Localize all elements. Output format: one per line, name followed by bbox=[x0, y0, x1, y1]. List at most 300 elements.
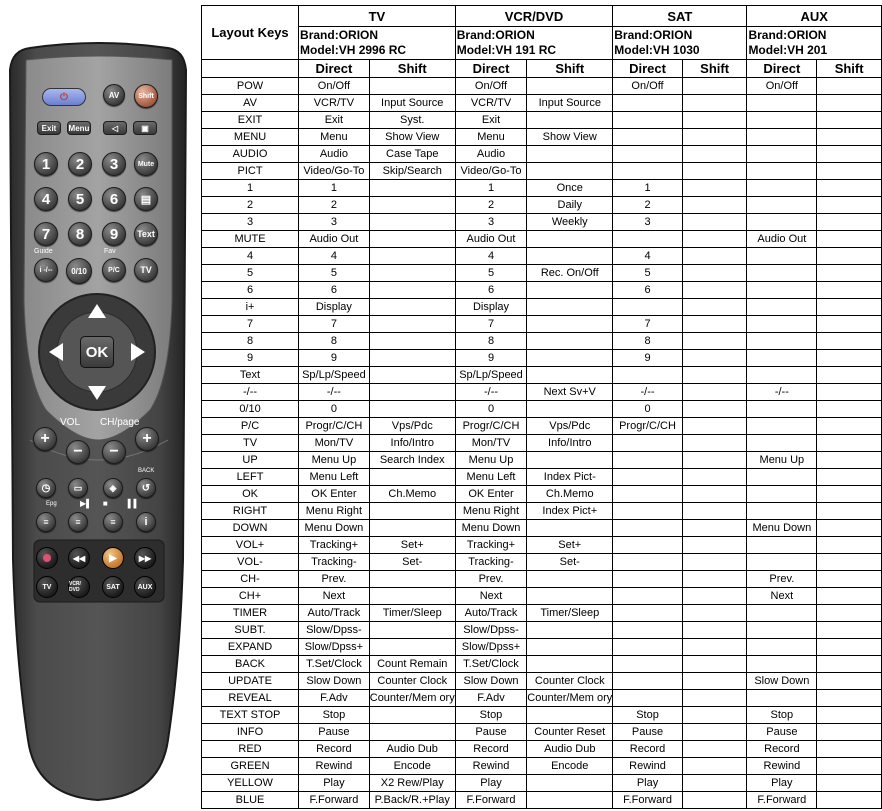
mapping-cell bbox=[527, 367, 613, 384]
mapping-cell: Tracking+ bbox=[455, 537, 527, 554]
mapping-cell bbox=[369, 622, 455, 639]
mapping-cell bbox=[817, 333, 882, 350]
mapping-cell: Counter Clock bbox=[527, 673, 613, 690]
layout-key-cell: UPDATE bbox=[202, 673, 299, 690]
mapping-cell bbox=[682, 78, 747, 95]
mapping-cell: 7 bbox=[455, 316, 527, 333]
direct-shift-header-row bbox=[202, 60, 882, 78]
mapping-cell: Ch.Memo bbox=[369, 486, 455, 503]
mapping-cell: 6 bbox=[613, 282, 683, 299]
mapping-cell bbox=[369, 571, 455, 588]
mapping-cell bbox=[682, 265, 747, 282]
mapping-cell: F.Forward bbox=[613, 792, 683, 809]
layout-key-cell: BACK bbox=[202, 656, 299, 673]
mapping-cell: 9 bbox=[613, 350, 683, 367]
mapping-cell: Encode bbox=[527, 758, 613, 775]
mapping-cell bbox=[817, 180, 882, 197]
mapping-cell: Menu Up bbox=[747, 452, 817, 469]
ch-minus-button[interactable]: − bbox=[102, 440, 126, 464]
mapping-cell bbox=[682, 129, 747, 146]
mapping-cell bbox=[682, 197, 747, 214]
mapping-cell bbox=[747, 316, 817, 333]
mapping-cell: 5 bbox=[613, 265, 683, 282]
subheader-cell: Shift bbox=[369, 60, 455, 78]
layout-key-cell: 2 bbox=[202, 197, 299, 214]
mapping-cell bbox=[817, 486, 882, 503]
layout-key-cell: EXIT bbox=[202, 112, 299, 129]
mapping-cell bbox=[817, 452, 882, 469]
mapping-cell bbox=[369, 316, 455, 333]
mapping-cell bbox=[527, 146, 613, 163]
subtitle-icon[interactable]: ▭ bbox=[68, 478, 88, 498]
mapping-cell: Timer/Sleep bbox=[369, 605, 455, 622]
mapping-cell: Slow/Dpss- bbox=[299, 622, 370, 639]
table-row bbox=[202, 435, 882, 452]
mapping-cell bbox=[817, 639, 882, 656]
fast-forward-button[interactable]: ▶▶ bbox=[134, 547, 156, 569]
mapping-cell bbox=[682, 486, 747, 503]
mapping-cell: Index Pict+ bbox=[527, 503, 613, 520]
mapping-cell: Syst. bbox=[369, 112, 455, 129]
mapping-cell: Case Tape bbox=[369, 146, 455, 163]
reveal-icon[interactable]: ≡ bbox=[36, 512, 56, 532]
digit-2-button[interactable]: 2 bbox=[68, 152, 92, 176]
mapping-cell: Vps/Pdc bbox=[527, 418, 613, 435]
mapping-cell bbox=[682, 656, 747, 673]
mapping-cell: Video/Go-To bbox=[299, 163, 370, 180]
mapping-cell bbox=[613, 554, 683, 571]
mapping-cell bbox=[613, 605, 683, 622]
layout-key-cell: BLUE bbox=[202, 792, 299, 809]
mapping-cell bbox=[527, 248, 613, 265]
mapping-cell bbox=[682, 299, 747, 316]
key-mapping-body bbox=[202, 78, 882, 809]
mapping-cell bbox=[747, 95, 817, 112]
table-row bbox=[202, 401, 882, 418]
layout-key-cell: RED bbox=[202, 741, 299, 758]
mapping-cell: Sp/Lp/Speed bbox=[455, 367, 527, 384]
table-row bbox=[202, 350, 882, 367]
mapping-cell bbox=[527, 401, 613, 418]
mapping-cell bbox=[613, 435, 683, 452]
mapping-cell bbox=[747, 197, 817, 214]
mapping-cell bbox=[817, 299, 882, 316]
mapping-cell: Menu Left bbox=[455, 469, 527, 486]
mapping-cell bbox=[817, 656, 882, 673]
mapping-cell: 1 bbox=[455, 180, 527, 197]
standby-button[interactable]: ⏻ bbox=[42, 88, 86, 106]
digit-1-button[interactable]: 1 bbox=[34, 152, 58, 176]
mapping-cell: Once bbox=[527, 180, 613, 197]
table-row bbox=[202, 639, 882, 656]
device-brand-model-tv bbox=[299, 27, 456, 60]
layout-key-cell: REVEAL bbox=[202, 690, 299, 707]
mapping-cell bbox=[682, 741, 747, 758]
mapping-cell: Menu Right bbox=[299, 503, 370, 520]
mapping-cell bbox=[527, 78, 613, 95]
mapping-cell bbox=[682, 571, 747, 588]
mapping-cell: 7 bbox=[613, 316, 683, 333]
dash-button[interactable]: i -/-- bbox=[34, 258, 58, 282]
mapping-cell bbox=[747, 435, 817, 452]
mapping-cell: F.Forward bbox=[455, 792, 527, 809]
mapping-cell: 2 bbox=[455, 197, 527, 214]
mapping-cell: Pause bbox=[747, 724, 817, 741]
table-row bbox=[202, 180, 882, 197]
mapping-cell: Info/Intro bbox=[369, 435, 455, 452]
mapping-cell bbox=[817, 758, 882, 775]
play-button[interactable]: ▶ bbox=[102, 547, 124, 569]
mapping-cell bbox=[817, 350, 882, 367]
layout-key-cell: 6 bbox=[202, 282, 299, 299]
mapping-cell bbox=[682, 367, 747, 384]
mapping-cell bbox=[817, 265, 882, 282]
mapping-cell: Audio Out bbox=[455, 231, 527, 248]
info-display-icon[interactable]: ▤ bbox=[134, 187, 158, 211]
mapping-cell: Prev. bbox=[747, 571, 817, 588]
layout-key-cell: INFO bbox=[202, 724, 299, 741]
mapping-cell: F.Adv bbox=[455, 690, 527, 707]
model-text: Model:VH 2996 RC bbox=[300, 43, 407, 57]
mapping-cell bbox=[682, 248, 747, 265]
mapping-cell: Weekly bbox=[527, 214, 613, 231]
mapping-cell bbox=[682, 588, 747, 605]
table-row bbox=[202, 112, 882, 129]
layout-key-cell: Text bbox=[202, 367, 299, 384]
mapping-cell: 4 bbox=[455, 248, 527, 265]
mapping-cell bbox=[817, 112, 882, 129]
mapping-cell bbox=[682, 554, 747, 571]
mapping-cell: Menu Up bbox=[455, 452, 527, 469]
mapping-cell: F.Forward bbox=[299, 792, 370, 809]
mapping-cell bbox=[369, 282, 455, 299]
mapping-cell bbox=[527, 112, 613, 129]
brand-text: Brand:ORION bbox=[748, 28, 827, 42]
mapping-cell bbox=[747, 401, 817, 418]
mapping-cell: Slow Down bbox=[299, 673, 370, 690]
table-row bbox=[202, 299, 882, 316]
key-mapping-table bbox=[201, 5, 882, 809]
update-icon[interactable]: ≡ bbox=[103, 512, 123, 532]
mapping-cell: Menu bbox=[299, 129, 370, 146]
mapping-cell bbox=[817, 724, 882, 741]
brand-model-row bbox=[202, 27, 882, 60]
mapping-cell bbox=[369, 469, 455, 486]
rewind-button[interactable]: ◀◀ bbox=[68, 547, 90, 569]
mapping-cell bbox=[747, 537, 817, 554]
mapping-cell bbox=[817, 792, 882, 809]
mapping-cell: Slow Down bbox=[747, 673, 817, 690]
mapping-cell: Next bbox=[747, 588, 817, 605]
expand-icon[interactable]: ◈ bbox=[103, 478, 123, 498]
remote-control-image bbox=[0, 0, 200, 811]
mapping-cell: Pause bbox=[299, 724, 370, 741]
layout-key-cell: VOL+ bbox=[202, 537, 299, 554]
mapping-cell: Progr/C/CH bbox=[613, 418, 683, 435]
mode-vcr-dvd-button[interactable]: VCR/ DVD bbox=[68, 576, 90, 598]
nav-down-icon[interactable] bbox=[82, 384, 112, 404]
mapping-cell: Slow/Dpss+ bbox=[455, 639, 527, 656]
mapping-cell bbox=[682, 622, 747, 639]
mapping-cell: Slow/Dpss- bbox=[455, 622, 527, 639]
mapping-cell bbox=[682, 282, 747, 299]
info-icon[interactable]: i bbox=[136, 512, 156, 532]
digit-5-button[interactable]: 5 bbox=[68, 187, 92, 211]
picture-icon[interactable]: ▣ bbox=[133, 121, 157, 135]
mapping-cell bbox=[747, 605, 817, 622]
mapping-cell bbox=[369, 180, 455, 197]
mode-tv-button[interactable]: TV bbox=[36, 576, 58, 598]
zero-ten-button[interactable]: 0/10 bbox=[66, 258, 92, 284]
table-row bbox=[202, 741, 882, 758]
remote-body bbox=[0, 0, 200, 811]
table-row bbox=[202, 622, 882, 639]
mapping-cell bbox=[747, 350, 817, 367]
mapping-cell bbox=[369, 197, 455, 214]
mapping-cell: Stop bbox=[455, 707, 527, 724]
mapping-cell: Sp/Lp/Speed bbox=[299, 367, 370, 384]
mapping-cell bbox=[682, 316, 747, 333]
mapping-cell: 6 bbox=[299, 282, 370, 299]
mapping-cell: Display bbox=[455, 299, 527, 316]
mapping-cell: 7 bbox=[299, 316, 370, 333]
mapping-cell: Set- bbox=[369, 554, 455, 571]
layout-key-cell: UP bbox=[202, 452, 299, 469]
mapping-cell: Progr/C/CH bbox=[299, 418, 370, 435]
model-text: Model:VH 1030 bbox=[614, 43, 700, 57]
table-row bbox=[202, 554, 882, 571]
mapping-cell bbox=[613, 588, 683, 605]
table-row bbox=[202, 571, 882, 588]
mapping-cell bbox=[369, 639, 455, 656]
mapping-cell bbox=[682, 605, 747, 622]
subheader-cell: Shift bbox=[817, 60, 882, 78]
mapping-cell: Vps/Pdc bbox=[369, 418, 455, 435]
layout-key-cell: SUBT. bbox=[202, 622, 299, 639]
layout-key-cell: YELLOW bbox=[202, 775, 299, 792]
mapping-cell bbox=[817, 622, 882, 639]
mapping-cell bbox=[682, 775, 747, 792]
nav-left-icon[interactable] bbox=[44, 340, 66, 364]
mapping-cell: Timer/Sleep bbox=[527, 605, 613, 622]
table-row bbox=[202, 129, 882, 146]
digit-3-button[interactable]: 3 bbox=[102, 152, 126, 176]
av-button[interactable]: AV bbox=[103, 84, 125, 106]
subheader-cell: Direct bbox=[613, 60, 683, 78]
table-row bbox=[202, 78, 882, 95]
device-header-row bbox=[202, 6, 882, 27]
table-row bbox=[202, 163, 882, 180]
mapping-cell bbox=[747, 333, 817, 350]
mapping-cell bbox=[682, 452, 747, 469]
mapping-cell bbox=[369, 78, 455, 95]
digit-9-button[interactable]: 9 bbox=[102, 222, 126, 246]
mapping-cell bbox=[613, 163, 683, 180]
mapping-cell bbox=[613, 571, 683, 588]
mapping-cell bbox=[817, 588, 882, 605]
mapping-cell bbox=[613, 503, 683, 520]
digit-8-button[interactable]: 8 bbox=[68, 222, 92, 246]
mapping-cell bbox=[613, 129, 683, 146]
mapping-cell bbox=[613, 112, 683, 129]
mute-button[interactable]: Mute bbox=[134, 152, 158, 176]
mapping-cell bbox=[817, 367, 882, 384]
mapping-cell: 9 bbox=[299, 350, 370, 367]
mapping-cell: On/Off bbox=[747, 78, 817, 95]
mapping-cell: Count Remain bbox=[369, 656, 455, 673]
mapping-cell: Set- bbox=[527, 554, 613, 571]
mapping-cell: Slow/Dpss+ bbox=[299, 639, 370, 656]
mapping-cell bbox=[747, 486, 817, 503]
mapping-cell bbox=[747, 265, 817, 282]
table-row bbox=[202, 316, 882, 333]
exit-button[interactable]: Exit bbox=[37, 121, 61, 135]
mode-sat-button[interactable]: SAT bbox=[102, 576, 124, 598]
subheader-cell: Direct bbox=[299, 60, 370, 78]
mapping-cell: VCR/TV bbox=[299, 95, 370, 112]
layout-key-cell: GREEN bbox=[202, 758, 299, 775]
device-name-sat: SAT bbox=[613, 6, 747, 27]
mapping-cell: -/-- bbox=[299, 384, 370, 401]
digit-6-button[interactable]: 6 bbox=[102, 187, 126, 211]
table-row bbox=[202, 690, 882, 707]
nav-right-icon[interactable] bbox=[128, 340, 150, 364]
mapping-cell bbox=[369, 350, 455, 367]
table-row bbox=[202, 537, 882, 554]
device-name-vcr-dvd: VCR/DVD bbox=[455, 6, 613, 27]
mapping-cell: Info/Intro bbox=[527, 435, 613, 452]
mapping-cell: Tracking+ bbox=[299, 537, 370, 554]
mapping-cell bbox=[527, 656, 613, 673]
mapping-cell: 0 bbox=[455, 401, 527, 418]
mapping-cell bbox=[817, 418, 882, 435]
mapping-cell: Menu Right bbox=[455, 503, 527, 520]
mapping-cell: Pause bbox=[613, 724, 683, 741]
back-icon[interactable]: ↺ bbox=[136, 478, 156, 498]
mapping-cell bbox=[747, 622, 817, 639]
mapping-cell: Search Index bbox=[369, 452, 455, 469]
mapping-cell: Set+ bbox=[369, 537, 455, 554]
shift-button[interactable]: Shift bbox=[134, 84, 158, 108]
mapping-cell bbox=[682, 520, 747, 537]
layout-key-cell: 4 bbox=[202, 248, 299, 265]
mapping-cell bbox=[369, 520, 455, 537]
mapping-cell bbox=[369, 231, 455, 248]
mapping-cell bbox=[817, 78, 882, 95]
table-row bbox=[202, 775, 882, 792]
menu-button[interactable]: Menu bbox=[67, 121, 91, 135]
fav-label: Fav bbox=[104, 248, 116, 255]
mapping-cell: F.Forward bbox=[747, 792, 817, 809]
nav-up-icon[interactable] bbox=[82, 300, 112, 320]
mapping-cell bbox=[817, 605, 882, 622]
mapping-cell bbox=[613, 673, 683, 690]
mapping-cell: Next Sv+V bbox=[527, 384, 613, 401]
mapping-cell: -/-- bbox=[747, 384, 817, 401]
vol-plus-button[interactable]: + bbox=[33, 427, 57, 451]
mapping-cell bbox=[527, 707, 613, 724]
mapping-cell: 0 bbox=[613, 401, 683, 418]
mapping-cell: Slow Down bbox=[455, 673, 527, 690]
pc-button[interactable]: P/C bbox=[102, 258, 126, 282]
record-button[interactable] bbox=[36, 547, 58, 569]
mapping-cell bbox=[747, 248, 817, 265]
table-row bbox=[202, 282, 882, 299]
mapping-cell: Tracking- bbox=[455, 554, 527, 571]
table-row bbox=[202, 520, 882, 537]
mapping-cell bbox=[613, 231, 683, 248]
mapping-cell: Progr/C/CH bbox=[455, 418, 527, 435]
mapping-cell bbox=[747, 129, 817, 146]
model-text: Model:VH 191 RC bbox=[456, 43, 557, 57]
mapping-cell bbox=[817, 163, 882, 180]
mapping-cell: Video/Go-To bbox=[455, 163, 527, 180]
mapping-cell: Audio Dub bbox=[369, 741, 455, 758]
digit-7-button[interactable]: 7 bbox=[34, 222, 58, 246]
mute-volume-icon[interactable]: ◁ bbox=[103, 121, 127, 135]
vol-label: VOL bbox=[60, 417, 81, 428]
mapping-cell: Mon/TV bbox=[299, 435, 370, 452]
mapping-cell: 8 bbox=[299, 333, 370, 350]
mapping-cell: Next bbox=[299, 588, 370, 605]
mapping-cell: Counter Reset bbox=[527, 724, 613, 741]
mapping-cell bbox=[747, 690, 817, 707]
epg-label: Epg bbox=[46, 501, 57, 507]
mapping-cell bbox=[527, 316, 613, 333]
text-button[interactable]: Text bbox=[134, 222, 158, 246]
mapping-cell bbox=[817, 775, 882, 792]
mapping-cell bbox=[527, 571, 613, 588]
device-brand-model-sat bbox=[613, 27, 747, 60]
ok-button[interactable]: OK bbox=[80, 336, 114, 368]
mapping-cell: Menu Down bbox=[299, 520, 370, 537]
mapping-cell: Show View bbox=[527, 129, 613, 146]
ch-plus-button[interactable]: + bbox=[135, 427, 159, 451]
digit-4-button[interactable]: 4 bbox=[34, 187, 58, 211]
mapping-cell bbox=[527, 452, 613, 469]
text-stop-icon[interactable]: ≡ bbox=[68, 512, 88, 532]
mapping-cell bbox=[747, 163, 817, 180]
table-row bbox=[202, 333, 882, 350]
mapping-cell: Mon/TV bbox=[455, 435, 527, 452]
device-name-aux: AUX bbox=[747, 6, 882, 27]
mapping-cell bbox=[682, 350, 747, 367]
layout-key-cell: 0/10 bbox=[202, 401, 299, 418]
mapping-cell bbox=[817, 673, 882, 690]
mapping-cell bbox=[369, 265, 455, 282]
mapping-cell bbox=[817, 129, 882, 146]
table-row bbox=[202, 707, 882, 724]
mapping-cell: Play bbox=[299, 775, 370, 792]
mapping-cell: 9 bbox=[455, 350, 527, 367]
mapping-cell bbox=[747, 639, 817, 656]
mode-aux-button[interactable]: AUX bbox=[134, 576, 156, 598]
mapping-cell bbox=[613, 520, 683, 537]
mapping-cell: Rec. On/Off bbox=[527, 265, 613, 282]
vol-minus-button[interactable]: − bbox=[66, 440, 90, 464]
mapping-cell bbox=[817, 520, 882, 537]
mapping-cell bbox=[817, 690, 882, 707]
small-transport-icons: ▶▌ ■ ▌▌ bbox=[80, 499, 140, 508]
tv-button[interactable]: TV bbox=[134, 258, 158, 282]
table-row bbox=[202, 724, 882, 741]
mapping-cell bbox=[369, 299, 455, 316]
mapping-cell: On/Off bbox=[299, 78, 370, 95]
mapping-cell: Play bbox=[613, 775, 683, 792]
timer-icon[interactable]: ◷ bbox=[36, 478, 56, 498]
mapping-cell bbox=[747, 367, 817, 384]
mapping-cell bbox=[369, 384, 455, 401]
